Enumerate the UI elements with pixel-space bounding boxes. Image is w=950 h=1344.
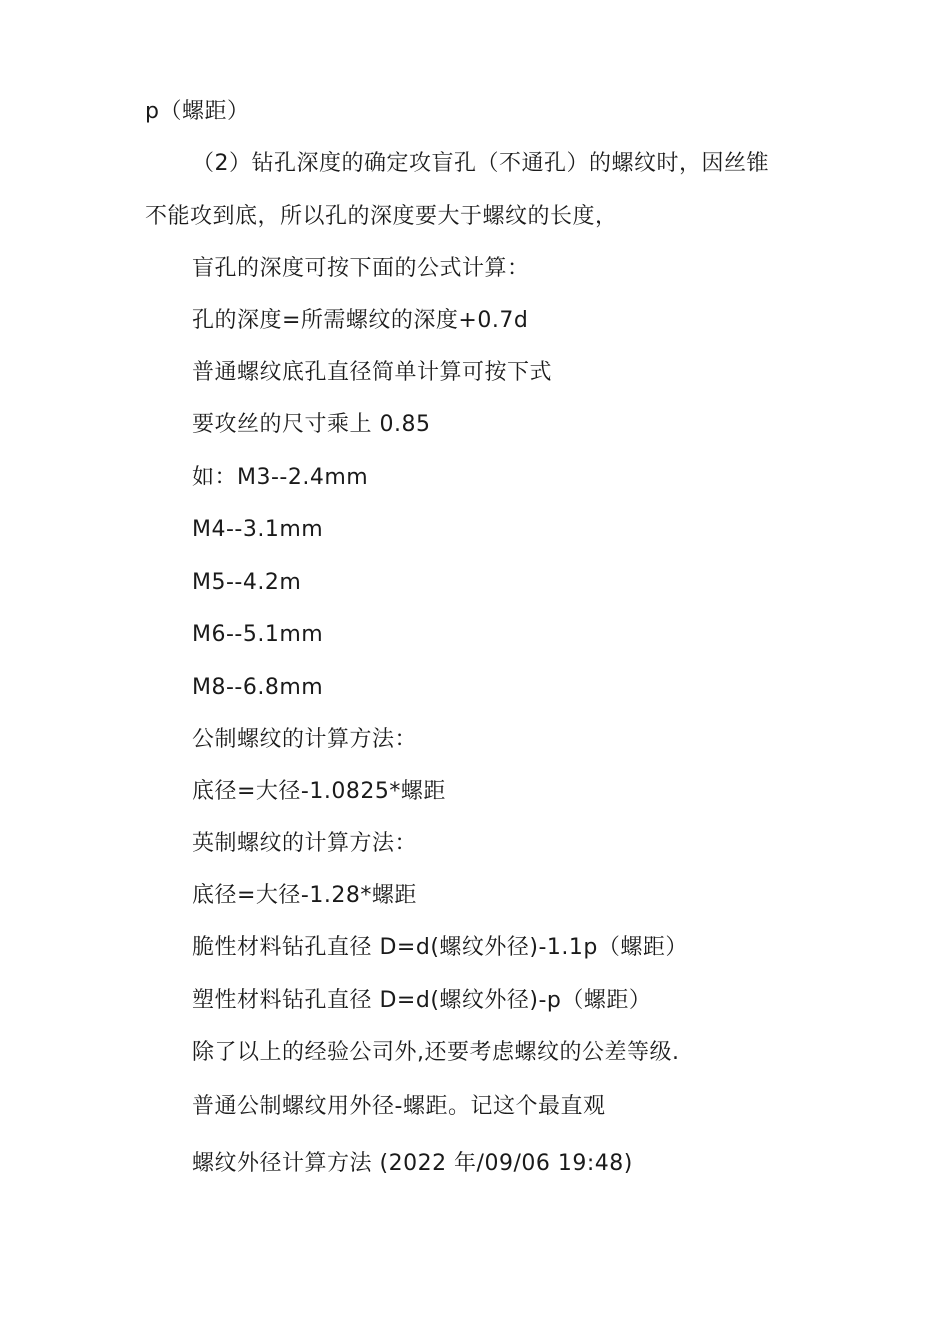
text-line: 不能攻到底，所以孔的深度要大于螺纹的长度，: [145, 204, 618, 229]
text-line: 脆性材料钻孔直径 D=d(螺纹外径)-1.1p（螺距）: [192, 935, 688, 960]
text-line: 螺纹外径计算方法 (2022 年/09/06 19:48): [192, 1151, 633, 1176]
text-line: 普通螺纹底孔直径简单计算可按下式: [192, 360, 553, 385]
text-line: 底径=大径-1.0825*螺距: [192, 779, 446, 804]
text-line: M4--3.1mm: [192, 517, 324, 542]
text-line: M6--5.1mm: [192, 622, 324, 647]
text-line: 公制螺纹的计算方法：: [192, 727, 418, 752]
text-line: 要攻丝的尺寸乘上 0.85: [192, 412, 431, 437]
text-line: 孔的深度=所需螺纹的深度+0.7d: [192, 308, 529, 333]
text-line: p（螺距）: [145, 99, 250, 124]
text-line: 塑性材料钻孔直径 D=d(螺纹外径)-p（螺距）: [192, 988, 652, 1013]
text-line: M8--6.8mm: [192, 675, 324, 700]
text-line: 除了以上的经验公司外,还要考虑螺纹的公差等级.: [192, 1040, 680, 1065]
text-line: 如：M3--2.4mm: [192, 465, 369, 490]
text-line: 普通公制螺纹用外径-螺距。记这个最直观: [192, 1094, 606, 1119]
text-line: 底径=大径-1.28*螺距: [192, 883, 417, 908]
text-line: M5--4.2m: [192, 570, 302, 595]
text-line: 英制螺纹的计算方法：: [192, 831, 418, 856]
text-line: （2）钻孔深度的确定攻盲孔（不通孔）的螺纹时，因丝锥: [192, 151, 769, 176]
text-line: 盲孔的深度可按下面的公式计算：: [192, 256, 530, 281]
